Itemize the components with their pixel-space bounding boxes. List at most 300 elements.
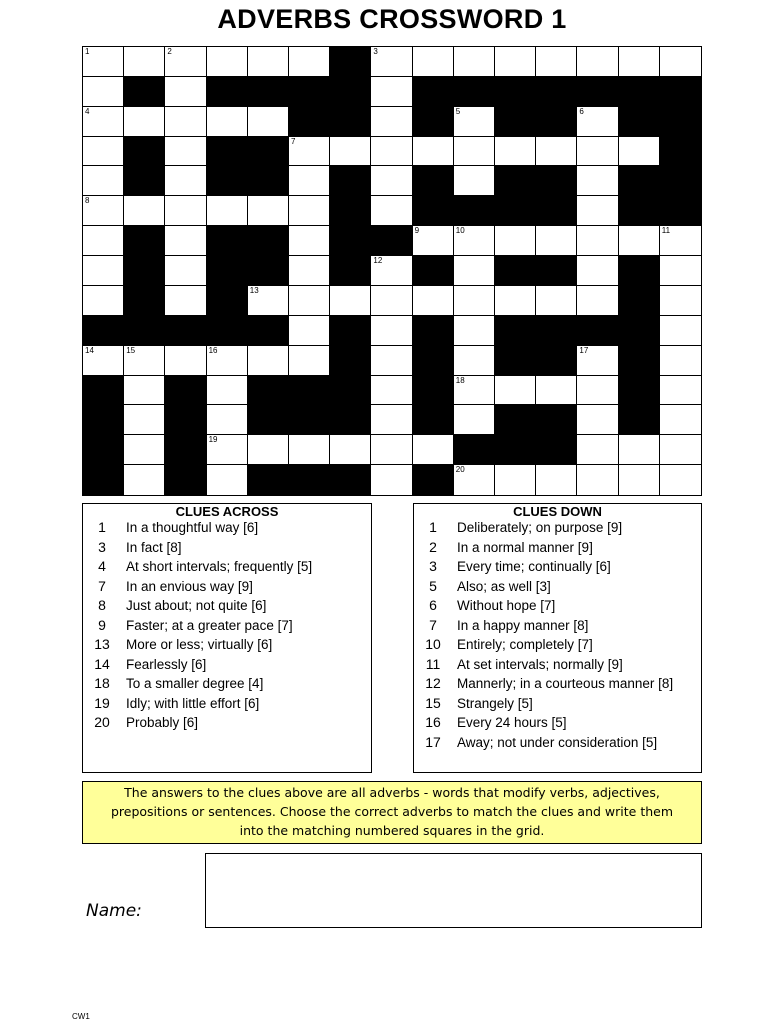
grid-block bbox=[413, 77, 454, 107]
grid-cell[interactable] bbox=[577, 405, 618, 435]
grid-cell[interactable] bbox=[413, 226, 454, 256]
clue-text: Just about; not quite [6] bbox=[126, 598, 267, 613]
grid-cell-number: 18 bbox=[455, 375, 465, 385]
grid-block bbox=[83, 405, 124, 435]
grid-block bbox=[495, 196, 536, 226]
grid-cell[interactable] bbox=[454, 166, 495, 196]
grid-block bbox=[495, 77, 536, 107]
grid-block bbox=[413, 256, 454, 286]
grid-block bbox=[495, 346, 536, 376]
grid-block bbox=[577, 77, 618, 107]
grid-cell[interactable] bbox=[371, 346, 412, 376]
grid-block bbox=[330, 226, 371, 256]
grid-cell[interactable] bbox=[619, 226, 660, 256]
grid-cell[interactable] bbox=[83, 196, 124, 226]
grid-cell[interactable] bbox=[371, 166, 412, 196]
grid-cell[interactable] bbox=[371, 286, 412, 316]
grid-cell[interactable] bbox=[660, 405, 701, 435]
grid-block bbox=[330, 346, 371, 376]
grid-block bbox=[413, 376, 454, 406]
worksheet-title: ADVERBS CROSSWORD 1 bbox=[217, 4, 567, 34]
grid-cell[interactable] bbox=[124, 435, 165, 465]
grid-cell[interactable] bbox=[454, 376, 495, 406]
grid-block bbox=[289, 465, 330, 495]
grid-block bbox=[165, 465, 206, 495]
grid-cell[interactable] bbox=[371, 77, 412, 107]
grid-block bbox=[495, 166, 536, 196]
grid-cell[interactable] bbox=[83, 256, 124, 286]
grid-cell[interactable] bbox=[413, 47, 454, 77]
grid-block bbox=[619, 256, 660, 286]
grid-block bbox=[289, 107, 330, 137]
grid-cell[interactable] bbox=[83, 137, 124, 167]
clue-text: More or less; virtually [6] bbox=[126, 637, 273, 652]
grid-block bbox=[207, 166, 248, 196]
grid-block bbox=[248, 166, 289, 196]
clue-text: At set intervals; normally [9] bbox=[457, 656, 623, 672]
grid-block bbox=[619, 77, 660, 107]
crossword-grid bbox=[82, 46, 702, 496]
clue-number: 17 bbox=[425, 733, 441, 750]
grid-block bbox=[124, 166, 165, 196]
grid-cell[interactable] bbox=[454, 346, 495, 376]
grid-cell[interactable] bbox=[660, 376, 701, 406]
grid-cell[interactable] bbox=[83, 166, 124, 196]
instructions-line: prepositions or sentences. Choose the correct adverbs to match the clues and write them bbox=[110, 804, 674, 819]
grid-cell[interactable] bbox=[124, 47, 165, 77]
clue-text: Every time; continually [6] bbox=[457, 559, 611, 574]
grid-cell[interactable] bbox=[83, 286, 124, 316]
clue-number: 7 bbox=[98, 577, 106, 594]
grid-cell[interactable] bbox=[371, 107, 412, 137]
grid-cell[interactable] bbox=[165, 346, 206, 376]
grid-cell[interactable] bbox=[289, 137, 330, 167]
grid-block bbox=[248, 77, 289, 107]
clue-number: 3 bbox=[429, 558, 437, 574]
grid-block bbox=[536, 256, 577, 286]
grid-block bbox=[454, 196, 495, 226]
grid-cell[interactable] bbox=[330, 286, 371, 316]
grid-cell[interactable] bbox=[577, 286, 618, 316]
grid-block bbox=[165, 376, 206, 406]
grid-cell[interactable] bbox=[454, 137, 495, 167]
clue-text: In an envious way [9] bbox=[126, 578, 253, 594]
clue-number: 14 bbox=[94, 655, 110, 672]
grid-block bbox=[619, 286, 660, 316]
grid-block bbox=[248, 405, 289, 435]
clue-text: Away; not under consideration [5] bbox=[457, 734, 658, 750]
grid-block bbox=[619, 196, 660, 226]
grid-block bbox=[289, 77, 330, 107]
grid-cell[interactable] bbox=[536, 137, 577, 167]
grid-cell[interactable] bbox=[371, 435, 412, 465]
grid-cell[interactable] bbox=[371, 465, 412, 495]
grid-block bbox=[619, 107, 660, 137]
grid-cell[interactable] bbox=[289, 256, 330, 286]
grid-block bbox=[577, 316, 618, 346]
clue-text: In a happy manner [8] bbox=[457, 617, 589, 633]
grid-cell[interactable] bbox=[495, 286, 536, 316]
grid-cell[interactable] bbox=[454, 107, 495, 137]
grid-cell[interactable] bbox=[124, 405, 165, 435]
grid-cell[interactable] bbox=[83, 77, 124, 107]
grid-cell[interactable] bbox=[165, 107, 206, 137]
grid-cell[interactable] bbox=[289, 196, 330, 226]
grid-cell[interactable] bbox=[577, 465, 618, 495]
grid-cell[interactable] bbox=[124, 376, 165, 406]
grid-block bbox=[124, 77, 165, 107]
grid-cell[interactable] bbox=[124, 196, 165, 226]
grid-cell[interactable] bbox=[165, 77, 206, 107]
grid-cell[interactable] bbox=[165, 47, 206, 77]
grid-cell[interactable] bbox=[83, 226, 124, 256]
grid-cell[interactable] bbox=[289, 286, 330, 316]
grid-block bbox=[289, 376, 330, 406]
clue-text: Faster; at a greater pace [7] bbox=[126, 617, 293, 633]
grid-cell-number: 3 bbox=[373, 47, 378, 56]
grid-cell[interactable] bbox=[330, 137, 371, 167]
clues-across-panel bbox=[82, 503, 372, 773]
grid-cell-number: 11 bbox=[661, 226, 671, 236]
grid-cell[interactable] bbox=[577, 256, 618, 286]
grid-block bbox=[330, 376, 371, 406]
grid-cell[interactable] bbox=[454, 256, 495, 286]
grid-cell-number: 14 bbox=[85, 345, 94, 355]
grid-block bbox=[660, 137, 701, 167]
grid-block bbox=[165, 405, 206, 435]
grid-cell[interactable] bbox=[536, 465, 577, 495]
clue-number: 19 bbox=[94, 694, 110, 711]
grid-block bbox=[330, 316, 371, 346]
grid-cell-number: 19 bbox=[208, 435, 218, 445]
grid-cell[interactable] bbox=[124, 346, 165, 376]
grid-block bbox=[454, 435, 495, 465]
grid-block bbox=[165, 435, 206, 465]
grid-block bbox=[495, 107, 536, 137]
grid-cell[interactable] bbox=[165, 166, 206, 196]
clue-number: 12 bbox=[425, 675, 441, 691]
grid-cell[interactable] bbox=[371, 405, 412, 435]
grid-block bbox=[124, 286, 165, 316]
grid-cell-number: 10 bbox=[455, 226, 465, 236]
grid-cell-number: 20 bbox=[455, 465, 465, 475]
grid-cell[interactable] bbox=[660, 256, 701, 286]
clue-text: Deliberately; on purpose [9] bbox=[457, 520, 623, 535]
grid-cell[interactable] bbox=[577, 196, 618, 226]
clue-number: 8 bbox=[98, 597, 106, 613]
grid-block bbox=[413, 166, 454, 196]
grid-block bbox=[619, 346, 660, 376]
grid-cell[interactable] bbox=[165, 226, 206, 256]
grid-cell[interactable] bbox=[207, 465, 248, 495]
grid-block bbox=[330, 405, 371, 435]
grid-cell[interactable] bbox=[577, 226, 618, 256]
clue-text: Mannerly; in a courteous manner [8] bbox=[457, 676, 674, 691]
grid-cell[interactable] bbox=[619, 47, 660, 77]
grid-cell[interactable] bbox=[495, 376, 536, 406]
grid-cell[interactable] bbox=[248, 346, 289, 376]
grid-cell[interactable] bbox=[619, 465, 660, 495]
instructions-box bbox=[82, 781, 702, 844]
grid-cell[interactable] bbox=[371, 316, 412, 346]
grid-cell[interactable] bbox=[660, 346, 701, 376]
grid-cell[interactable] bbox=[454, 405, 495, 435]
grid-block bbox=[248, 316, 289, 346]
grid-block bbox=[83, 316, 124, 346]
grid-cell[interactable] bbox=[289, 47, 330, 77]
clues-down-panel bbox=[413, 503, 702, 773]
grid-block bbox=[536, 316, 577, 346]
grid-block bbox=[619, 405, 660, 435]
clue-text: Also; as well [3] bbox=[457, 578, 551, 594]
grid-cell[interactable] bbox=[660, 316, 701, 346]
grid-cell[interactable] bbox=[454, 286, 495, 316]
grid-cell-number: 1 bbox=[85, 47, 90, 56]
grid-cell[interactable] bbox=[207, 435, 248, 465]
clue-number: 20 bbox=[94, 714, 110, 730]
grid-cell[interactable] bbox=[536, 226, 577, 256]
grid-cell[interactable] bbox=[165, 256, 206, 286]
clue-number: 15 bbox=[425, 694, 441, 711]
grid-block bbox=[330, 47, 371, 77]
grid-block bbox=[536, 196, 577, 226]
grid-block bbox=[124, 316, 165, 346]
grid-block bbox=[165, 316, 206, 346]
grid-block bbox=[495, 256, 536, 286]
grid-cell[interactable] bbox=[619, 137, 660, 167]
grid-block bbox=[660, 107, 701, 137]
clue-number: 2 bbox=[429, 538, 437, 555]
clues-across-heading: CLUES ACROSS bbox=[175, 504, 279, 519]
grid-cell[interactable] bbox=[577, 435, 618, 465]
grid-cell[interactable] bbox=[289, 226, 330, 256]
grid-block bbox=[248, 465, 289, 495]
grid-cell[interactable] bbox=[454, 47, 495, 77]
grid-cell[interactable] bbox=[660, 435, 701, 465]
grid-block bbox=[660, 196, 701, 226]
grid-block bbox=[619, 166, 660, 196]
grid-block bbox=[371, 226, 412, 256]
grid-cell[interactable] bbox=[83, 107, 124, 137]
grid-cell[interactable] bbox=[536, 47, 577, 77]
grid-cell[interactable] bbox=[207, 376, 248, 406]
grid-cell[interactable] bbox=[371, 376, 412, 406]
grid-cell[interactable] bbox=[413, 435, 454, 465]
grid-cell[interactable] bbox=[454, 465, 495, 495]
clue-number: 10 bbox=[425, 636, 441, 652]
grid-cell[interactable] bbox=[577, 47, 618, 77]
grid-cell[interactable] bbox=[207, 346, 248, 376]
grid-cell[interactable] bbox=[454, 226, 495, 256]
grid-cell[interactable] bbox=[248, 286, 289, 316]
grid-cell[interactable] bbox=[371, 47, 412, 77]
grid-cell[interactable] bbox=[495, 137, 536, 167]
grid-cell-number: 5 bbox=[455, 106, 461, 116]
clue-number: 11 bbox=[425, 655, 441, 672]
grid-cell[interactable] bbox=[536, 376, 577, 406]
grid-cell[interactable] bbox=[289, 316, 330, 346]
grid-block bbox=[248, 256, 289, 286]
grid-cell[interactable] bbox=[577, 346, 618, 376]
grid-cell[interactable] bbox=[660, 286, 701, 316]
instructions-line: The answers to the clues above are all adverbs - words that modify verbs, adjectives, bbox=[124, 785, 660, 800]
grid-cell[interactable] bbox=[124, 465, 165, 495]
grid-block bbox=[124, 137, 165, 167]
grid-cell[interactable] bbox=[536, 286, 577, 316]
clue-text: Entirely; completely [7] bbox=[457, 637, 593, 652]
grid-cell[interactable] bbox=[413, 137, 454, 167]
grid-cell[interactable] bbox=[289, 435, 330, 465]
clue-number: 16 bbox=[425, 714, 441, 730]
grid-block bbox=[207, 77, 248, 107]
grid-cell-number: 15 bbox=[126, 345, 136, 355]
grid-cell[interactable] bbox=[660, 465, 701, 495]
grid-block bbox=[413, 196, 454, 226]
clue-text: In a thoughtful way [6] bbox=[126, 520, 259, 535]
grid-cell[interactable] bbox=[577, 376, 618, 406]
clue-number: 7 bbox=[429, 616, 437, 633]
grid-block bbox=[330, 256, 371, 286]
grid-cell[interactable] bbox=[289, 346, 330, 376]
grid-block bbox=[83, 435, 124, 465]
grid-cell[interactable] bbox=[577, 137, 618, 167]
grid-block bbox=[207, 226, 248, 256]
clues-down-heading: CLUES DOWN bbox=[513, 504, 602, 519]
instructions-line: into the matching numbered squares in the grid. bbox=[239, 823, 545, 838]
grid-cell[interactable] bbox=[289, 166, 330, 196]
clue-number: 6 bbox=[429, 597, 437, 613]
clue-text: Probably [6] bbox=[126, 715, 199, 730]
grid-block bbox=[330, 196, 371, 226]
grid-cell-number: 16 bbox=[208, 345, 218, 355]
clue-text: In a normal manner [9] bbox=[457, 539, 593, 555]
grid-cell[interactable] bbox=[248, 47, 289, 77]
grid-cell[interactable] bbox=[207, 107, 248, 137]
grid-block bbox=[330, 77, 371, 107]
grid-cell[interactable] bbox=[207, 47, 248, 77]
grid-cell[interactable] bbox=[495, 465, 536, 495]
grid-block bbox=[495, 405, 536, 435]
grid-cell[interactable] bbox=[248, 107, 289, 137]
grid-block bbox=[289, 405, 330, 435]
clue-number: 4 bbox=[98, 558, 106, 574]
grid-cell[interactable] bbox=[207, 196, 248, 226]
grid-cell[interactable] bbox=[495, 47, 536, 77]
grid-block bbox=[660, 166, 701, 196]
grid-block bbox=[124, 256, 165, 286]
grid-block bbox=[619, 376, 660, 406]
grid-block bbox=[83, 465, 124, 495]
grid-block bbox=[330, 166, 371, 196]
grid-cell[interactable] bbox=[124, 107, 165, 137]
grid-block bbox=[413, 316, 454, 346]
grid-block bbox=[495, 435, 536, 465]
clue-number: 5 bbox=[429, 577, 437, 594]
grid-block bbox=[536, 77, 577, 107]
grid-block bbox=[536, 435, 577, 465]
grid-cell[interactable] bbox=[83, 346, 124, 376]
grid-block bbox=[536, 405, 577, 435]
grid-block bbox=[454, 77, 495, 107]
grid-block bbox=[413, 346, 454, 376]
grid-cell[interactable] bbox=[207, 405, 248, 435]
grid-block bbox=[248, 137, 289, 167]
grid-block bbox=[413, 107, 454, 137]
grid-cell[interactable] bbox=[248, 435, 289, 465]
grid-block bbox=[124, 226, 165, 256]
clue-text: In fact [8] bbox=[126, 539, 182, 555]
grid-cell[interactable] bbox=[577, 166, 618, 196]
grid-cell[interactable] bbox=[577, 107, 618, 137]
name-field[interactable] bbox=[205, 853, 702, 928]
clue-number: 18 bbox=[94, 675, 110, 691]
grid-block bbox=[413, 465, 454, 495]
grid-cell-number: 4 bbox=[85, 106, 90, 116]
name-label: Name: bbox=[86, 901, 142, 921]
grid-block bbox=[207, 286, 248, 316]
grid-cell[interactable] bbox=[371, 256, 412, 286]
clue-number: 1 bbox=[98, 519, 106, 535]
grid-cell-number: 7 bbox=[291, 136, 296, 146]
grid-cell-number: 13 bbox=[249, 285, 259, 295]
grid-block bbox=[413, 405, 454, 435]
grid-block bbox=[207, 137, 248, 167]
clue-number: 9 bbox=[98, 616, 106, 633]
grid-cell[interactable] bbox=[495, 226, 536, 256]
grid-block bbox=[536, 107, 577, 137]
grid-cell[interactable] bbox=[330, 435, 371, 465]
grid-block bbox=[536, 346, 577, 376]
grid-block bbox=[495, 316, 536, 346]
grid-cell[interactable] bbox=[165, 137, 206, 167]
clue-text: Every 24 hours [5] bbox=[457, 715, 567, 730]
clue-text: Fearlessly [6] bbox=[126, 656, 207, 672]
grid-cell[interactable] bbox=[660, 226, 701, 256]
clue-number: 3 bbox=[98, 538, 106, 555]
grid-block bbox=[248, 376, 289, 406]
clue-text: To a smaller degree [4] bbox=[126, 676, 264, 691]
grid-cell-number: 9 bbox=[414, 226, 420, 236]
grid-cell[interactable] bbox=[454, 316, 495, 346]
grid-cell[interactable] bbox=[83, 47, 124, 77]
grid-block bbox=[248, 226, 289, 256]
grid-block bbox=[83, 376, 124, 406]
clue-number: 13 bbox=[94, 636, 110, 652]
grid-cell[interactable] bbox=[413, 286, 454, 316]
clue-text: Idly; with little effort [6] bbox=[126, 695, 260, 711]
grid-block bbox=[207, 256, 248, 286]
grid-cell[interactable] bbox=[371, 137, 412, 167]
grid-cell-number: 2 bbox=[167, 47, 172, 56]
clue-text: At short intervals; frequently [5] bbox=[126, 559, 313, 574]
grid-block bbox=[536, 166, 577, 196]
grid-cell[interactable] bbox=[619, 435, 660, 465]
grid-cell[interactable] bbox=[371, 196, 412, 226]
grid-cell[interactable] bbox=[165, 196, 206, 226]
clue-number: 1 bbox=[429, 519, 437, 535]
grid-cell-number: 17 bbox=[579, 345, 589, 355]
grid-cell-number: 6 bbox=[579, 106, 584, 116]
grid-cell[interactable] bbox=[248, 196, 289, 226]
worksheet-code: CW1 bbox=[72, 1012, 90, 1021]
grid-cell-number: 12 bbox=[373, 256, 383, 266]
grid-block bbox=[330, 465, 371, 495]
grid-cell-number: 8 bbox=[85, 196, 90, 206]
clue-text: Strangely [5] bbox=[457, 695, 533, 711]
grid-block bbox=[660, 77, 701, 107]
grid-cell[interactable] bbox=[165, 286, 206, 316]
grid-cell[interactable] bbox=[660, 47, 701, 77]
